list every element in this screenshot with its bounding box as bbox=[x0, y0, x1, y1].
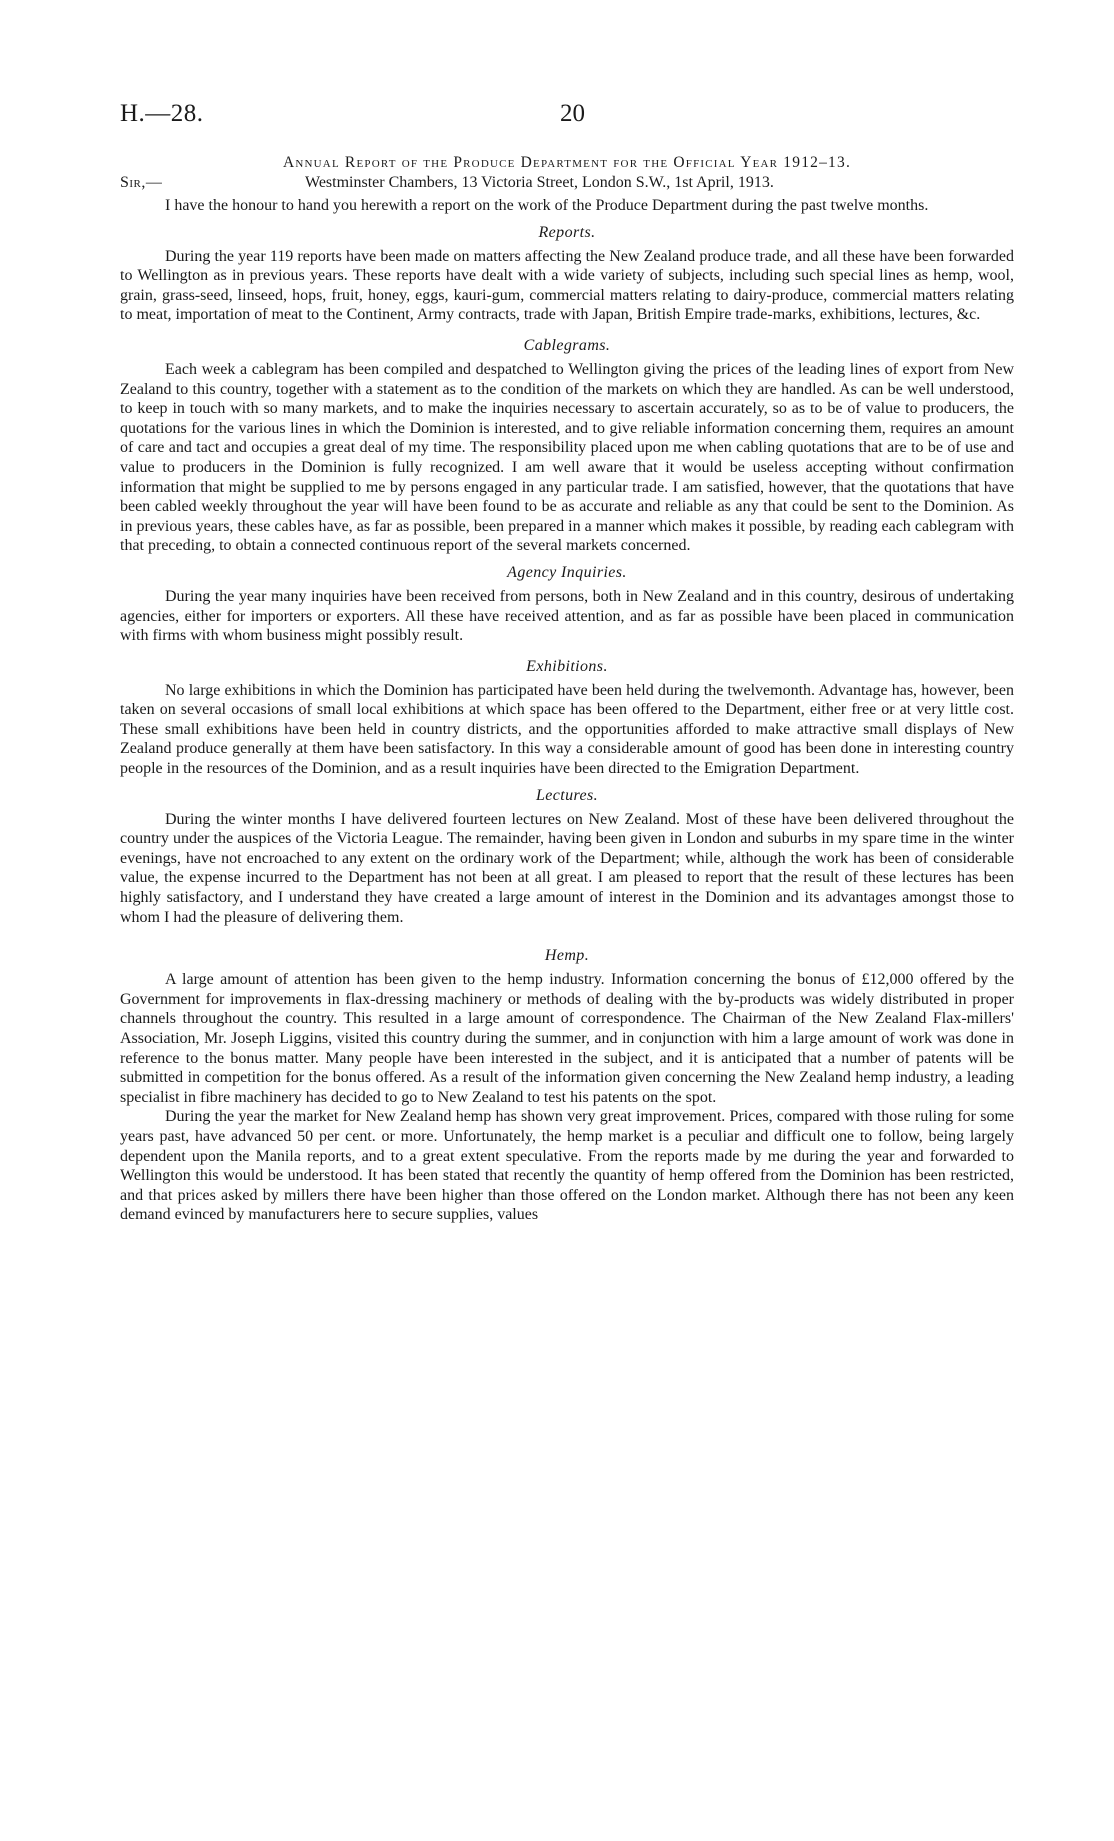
salutation: Sir,— bbox=[120, 174, 163, 191]
document-page bbox=[120, 100, 1014, 1225]
report-title: Annual Report of the Produce Department for the Official Year 1912–13. bbox=[282, 154, 852, 171]
paragraph: Each week a cablegram has been compiled and despatched to Wellington giving the prices of the leading lines of export from New Zealand to this country, together with a statement as to the condition of the markets on which they are handled. As can be well understood, to keep in touch with so many markets, and to make the inquiries necessary to ascertain accurately, so as to be of value to producers, the quotations for the various lines in which the Dominion is interested, and to give reliable information concerning them, requires an amount of care and tact and occupies a great deal of my time. The responsibility placed upon me when cabling quotations that are to be of use and value to producers in the Dominion is fully recognized. I am well aware that it would be useless accepting without confirmation information that might be supplied to me by persons engaged in any particular trade. I am satisfied, however, that the quotations that have been cabled weekly throughout the year will have been found to be as accurate and reliable as any that could be sent to the Dominion. As in previous years, these cables have, as far as possible, been prepared in a manner which makes it possible, by reading each cablegram with that preceding, to obtain a connected continuous report of the several markets concerned. bbox=[120, 360, 1014, 555]
section-heading-reports: Reports. bbox=[538, 223, 596, 241]
page-header bbox=[120, 100, 1014, 134]
page-number: 20 bbox=[560, 100, 585, 127]
section-heading-agency-inquiries: Agency Inquiries. bbox=[507, 563, 627, 581]
paragraph: During the year many inquiries have been received from persons, both in New Zealand and in this country, desirous of undertaking agencies, either for importers or exporters. All these have received attention, and as far as possible have been placed in communication with firms with whom business might possibly result. bbox=[120, 587, 1014, 645]
paragraph: No large exhibitions in which the Dominion has participated have been held during the twelvemonth. Advantage has, however, been taken on several occasions of small local exhibitions at which space has been offered to the Department, either free or at very little cost. These small exhibitions have been held in country districts, and the opportunities afforded to make attractive small displays of New Zealand produce generally at them have been satisfactory. In this way a considerable amount of good has been done in interesting country people in the resources of the Dominion, and as a result inquiries have been directed to the Emigration Department. bbox=[120, 681, 1014, 778]
document-reference: H.—28. bbox=[120, 100, 204, 127]
sender-address: Westminster Chambers, 13 Victoria Street, London S.W., 1st April, 1913. bbox=[305, 174, 774, 191]
section-heading-lectures: Lectures. bbox=[535, 786, 599, 804]
paragraph: During the year 119 reports have been made on matters affecting the New Zealand produce trade, and all these have been forwarded to Wellington as in previous years. These reports have dealt with a wide variety of subjects, including such special lines as hemp, wool, grain, grass-seed, linseed, hops, fruit, honey, eggs, kauri-gum, commercial matters relating to dairy-produce, commercial matters relating to meat, importation of meat to the Continent, Army contracts, trade with Japan, British Empire trade-marks, exhibitions, lectures, &c. bbox=[120, 247, 1014, 324]
section-heading-cablegrams: Cablegrams. bbox=[523, 336, 611, 354]
paragraph: A large amount of attention has been given to the hemp industry. Information concerning the bonus of £12,000 offered by the Government for improvements in flax-dressing machinery or methods of dealing with the by-products was widely distributed in proper channels throughout the country. This resulted in a large amount of correspondence. The Chairman of the New Zealand Flax-millers' Association, Mr. Joseph Liggins, visited this country during the summer, and in conjunction with him a large amount of work was done in reference to the bonus matter. Many people have been interested in the subject, and it is anticipated that a number of patents will be submitted in competition for the bonus offered. As a result of the information given concerning the New Zealand hemp industry, a leading specialist in fibre machinery has decided to go to New Zealand to test his patents on the spot. bbox=[120, 971, 1014, 1106]
address-line bbox=[120, 174, 1014, 196]
paragraph: During the year the market for New Zealand hemp has shown very great improvement. Prices, compared with those ruling for some years past, have advanced 50 per cent. or more. Unfortunately, the hemp market is a peculiar and difficult one to follow, being largely dependent upon the Manila reports, and to a great extent speculative. From the reports made by me during the year and forwarded to Wellington this would be understood. It has been stated that recently the quantity of hemp offered from the Dominion has been restricted, and that prices asked by millers there have been higher than those offered on the London market. Although there has not been any keen demand evinced by manufacturers here to secure supplies, values bbox=[120, 1108, 1014, 1224]
paragraph: During the winter months I have delivered fourteen lectures on New Zealand. Most of these have been delivered throughout the country under the auspices of the Victoria League. The remainder, having been given in London and suburbs in my spare time in the winter evenings, have not encroached to any extent on the ordinary work of the Department; while, although the work has been of considerable value, the expense incurred to the Department has not been at all great. I am pleased to report that the result of these lectures has been highly satisfactory, and I understand they have created a large amount of interest in the Dominion and its advantages amongst those to whom I had the pleasure of delivering them. bbox=[120, 810, 1014, 926]
intro-paragraph: I have the honour to hand you herewith a report on the work of the Produce Department during the past twelve months. bbox=[165, 197, 929, 214]
section-heading-exhibitions: Exhibitions. bbox=[526, 657, 608, 675]
section-heading-hemp: Hemp. bbox=[544, 947, 590, 965]
